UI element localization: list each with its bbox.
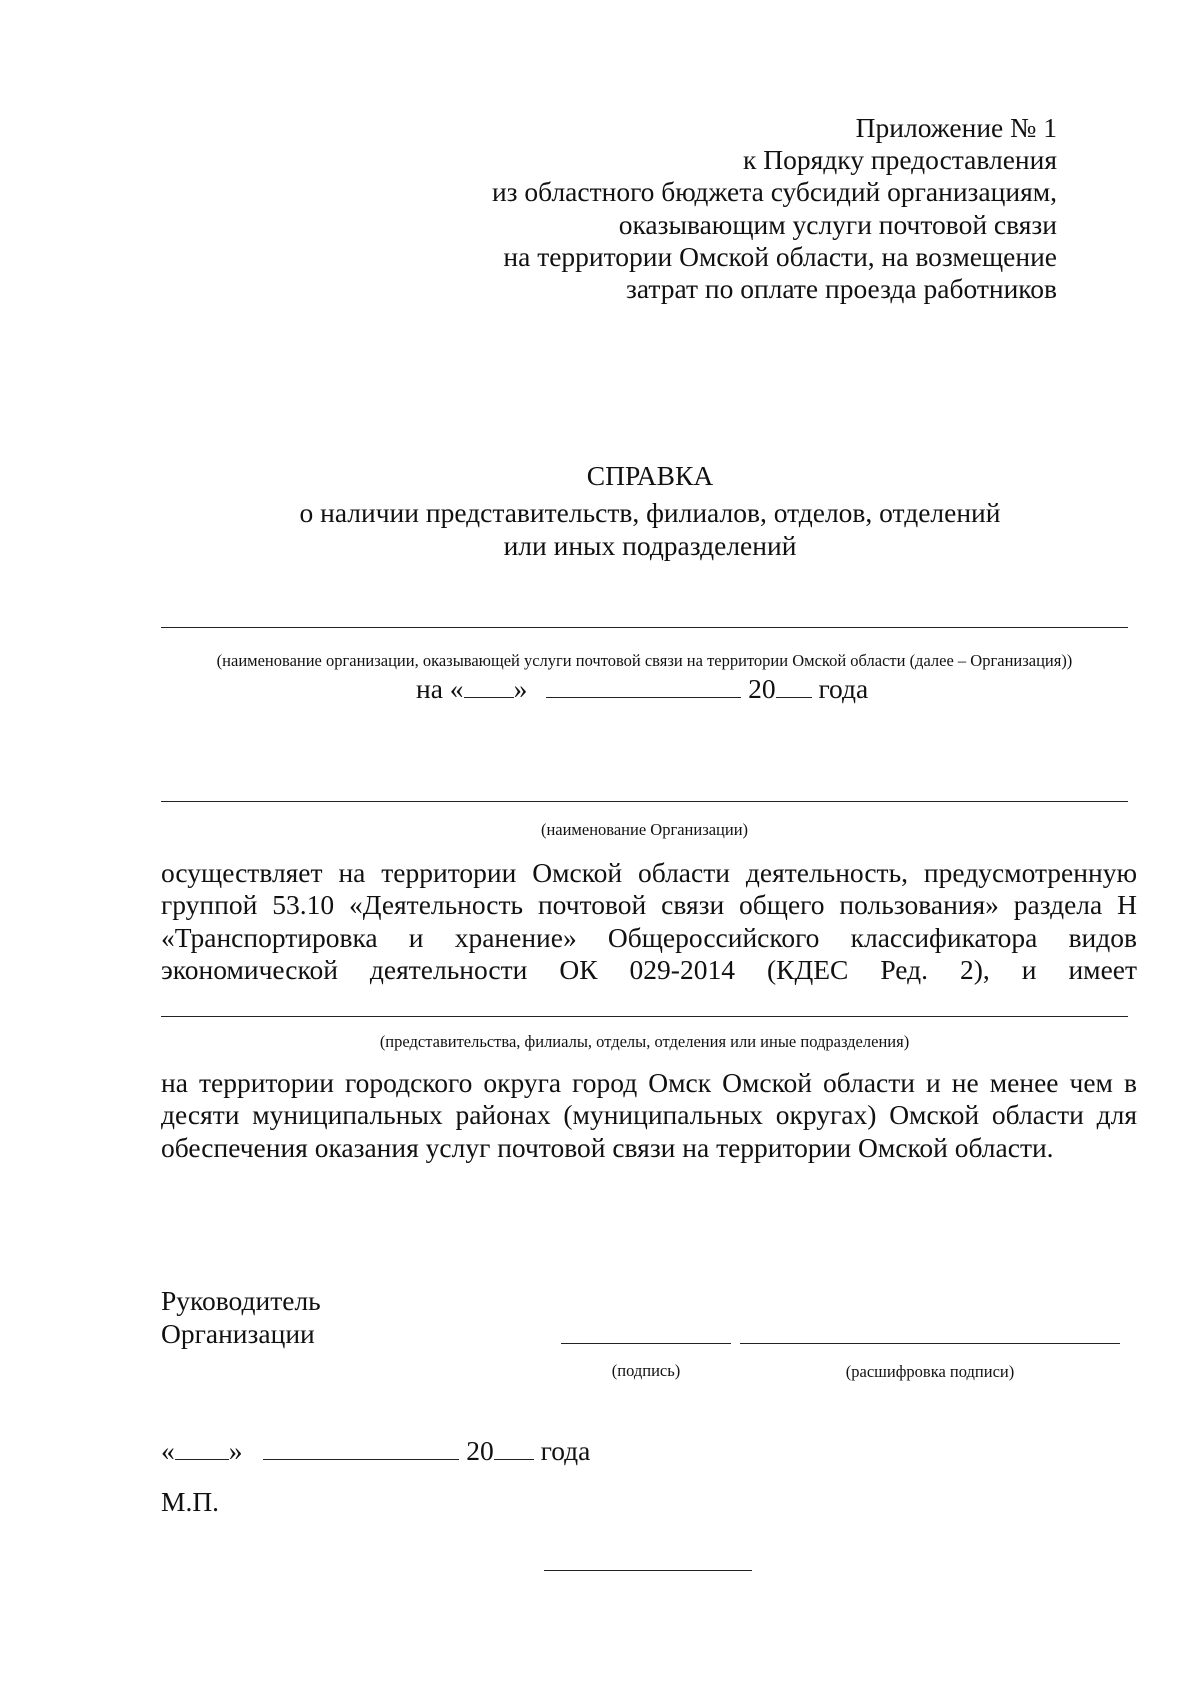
stamp-place-label: М.П. (161, 1486, 220, 1517)
signing-year-prefix: 20 (466, 1435, 494, 1466)
appendix-line: к Порядку предоставления (743, 144, 1057, 176)
signer-role-line-1: Руководитель (161, 1285, 321, 1316)
activity-line: группой 53.10 «Деятельность почтовой связи общего пользования» раздела H (161, 889, 1137, 921)
signing-date-close-quote: » (228, 1435, 243, 1466)
territory-line: на территории городского округа город Омск Омской области и не менее чем в (161, 1067, 1137, 1098)
report-date-suffix: года (818, 673, 869, 704)
organization-short-name-caption: (наименование Организации) (540, 820, 749, 839)
organization-name-caption: (наименование организации, оказывающей услуги почтовой связи на территории Омской области (далее – Организация)) (216, 651, 1073, 670)
signing-date-open-quote: « (161, 1435, 175, 1466)
report-day-field[interactable] (464, 675, 514, 698)
activity-line: осуществляет на территории Омской области деятельность, предусмотренную (161, 857, 1137, 888)
report-year-field[interactable] (776, 675, 812, 698)
signature-caption: (подпись) (611, 1361, 681, 1380)
report-date-line (416, 673, 868, 705)
signer-role-line-2: Организации (161, 1318, 315, 1349)
branches-line[interactable] (161, 1016, 1128, 1017)
activity-paragraph (161, 857, 1137, 986)
branches-caption: (представительства, филиалы, отделы, отделения или иные подразделения) (379, 1032, 910, 1051)
appendix-line: из областного бюджета субсидий организациям, (491, 176, 1057, 208)
appendix-line: оказывающим услуги почтовой связи (618, 208, 1057, 240)
document-title: СПРАВКА (586, 460, 714, 491)
report-date-prefix: на « (416, 673, 464, 704)
report-month-field[interactable] (546, 675, 741, 698)
territory-line: десяти муниципальных районах (муниципальных округах) Омской области для (161, 1099, 1137, 1131)
document-subtitle-line-2: или иных подразделений (503, 530, 797, 561)
appendix-line: затрат по оплате проезда работников (626, 273, 1057, 305)
report-date-close-quote: » (513, 673, 528, 704)
territory-paragraph (161, 1067, 1137, 1164)
appendix-line: на территории Омской области, на возмещение (503, 240, 1057, 272)
signing-day-field[interactable] (175, 1437, 229, 1460)
report-year-prefix: 20 (748, 673, 776, 704)
bottom-divider (544, 1570, 752, 1571)
territory-line: обеспечения оказания услуг почтовой связи на территории Омской области. (161, 1131, 1054, 1163)
appendix-header (437, 112, 1057, 305)
document-subtitle-line-1: о наличии представительств, филиалов, отделов, отделений (299, 497, 1001, 528)
organization-short-name-line[interactable] (161, 801, 1128, 802)
signing-date-line (161, 1435, 590, 1467)
signature-decoding-caption: (расшифровка подписи) (845, 1362, 1015, 1381)
signing-date-suffix: года (540, 1435, 591, 1466)
signature-decoding-field[interactable] (740, 1343, 1120, 1344)
signature-field[interactable] (561, 1343, 731, 1344)
organization-name-line[interactable] (161, 627, 1128, 628)
appendix-line: Приложение № 1 (855, 112, 1057, 143)
activity-line: экономической деятельности ОК 029-2014 (КДЕС Ред. 2), и имеет (161, 953, 1137, 985)
signing-year-field[interactable] (494, 1437, 534, 1460)
signing-month-field[interactable] (263, 1437, 459, 1460)
activity-line: «Транспортировка и хранение» Общероссийского классификатора видов (161, 921, 1137, 953)
